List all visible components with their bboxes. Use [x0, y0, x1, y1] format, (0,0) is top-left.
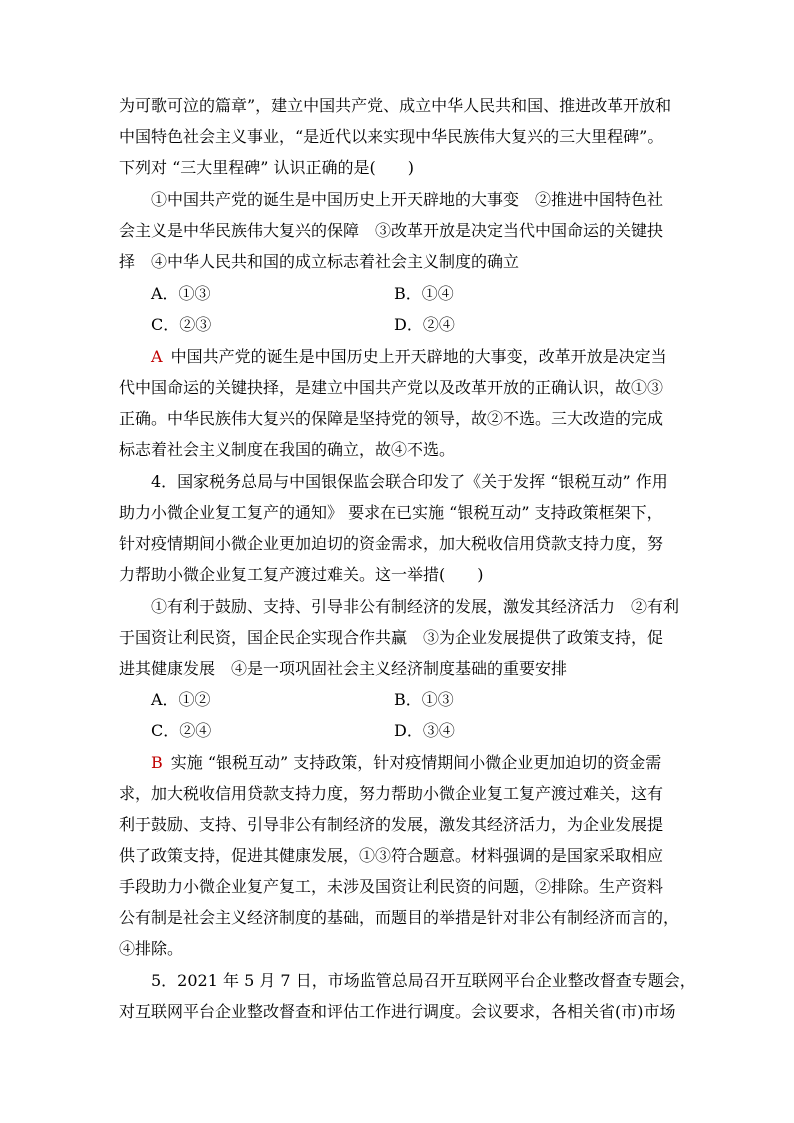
q3-explanation-line-1 [151, 347, 667, 367]
q4-explanation-line-1 [151, 753, 661, 773]
q4-explanation-line-3: 利于鼓励、支持、引导非公有制经济的发展，激发其经济活力，为企业发展提 [119, 815, 664, 834]
q4-explanation-line-2: 求，加大税收信用贷款支持力度，努力帮助小微企业复工复产渡过难关，这有 [119, 784, 664, 803]
q3-stem-line-1: 为可歌可泣的篇章”，建立中国共产党、成立中华人民共和国、推进改革开放和 [119, 96, 672, 115]
q3-stem-line-2: 中国特色社会主义事业，“是近代以来实现中华民族伟大复兴的三大里程碑”。 [119, 127, 664, 146]
q3-statement-line-3: 择 ④中华人民共和国的成立标志着社会主义制度的确立 [119, 252, 520, 271]
q3-option-c: C．②③ [151, 315, 212, 334]
q5-stem-line-2: 对互联网平台企业整改督查和评估工作进行调度。会议要求，各相关省(市)市场 [119, 1002, 676, 1021]
q3-explanation-text-1: 中国共产党的诞生是中国历史上开天辟地的大事变，改革开放是决定当 [170, 347, 667, 366]
q3-option-a: A．①③ [151, 284, 211, 303]
q3-option-d: D．②④ [394, 315, 455, 334]
q3-stem-line-3: 下列对 “三大里程碑” 认识正确的是( ) [119, 158, 415, 177]
q5-stem-line-1: 5．2021 年 5 月 7 日，市场监管总局召开互联网平台企业整改督查专题会， [151, 971, 696, 990]
q4-explanation-text-1: 实施 “银税互动” 支持政策，针对疫情期间小微企业更加迫切的资金需 [170, 753, 662, 772]
q4-stem-line-2: 助力小微企业复工复产的通知》 要求在已实施 “银税互动” 支持政策框架下， [119, 503, 663, 522]
q4-statement-line-1: ①有利于鼓励、支持、引导非公有制经济的发展，激发其经济活力 ②有利 [151, 597, 680, 616]
q4-stem-line-4: 力帮助小微企业复工复产渡过难关。这一举措( ) [119, 565, 484, 584]
q4-explanation-line-5: 手段助力小微企业复产复工，未涉及国资让利民资的问题，②排除。生产资料 [119, 877, 664, 896]
q4-option-a: A．①② [151, 690, 211, 709]
q4-stem-line-1: 4．国家税务总局与中国银保监会联合印发了《关于发挥 “银税互动” 作用 [151, 472, 668, 491]
q4-explanation-line-6: 公有制是社会主义经济制度的基础，而题目的举措是针对非公有制经济而言的， [119, 908, 680, 927]
q3-statement-line-1: ①中国共产党的诞生是中国历史上开天辟地的大事变 ②推进中国特色社 [151, 190, 664, 209]
q4-option-b: B．①③ [394, 690, 454, 709]
q3-statement-line-2: 会主义是中华民族伟大复兴的保障 ③改革开放是决定当代中国命运的关键抉 [119, 221, 664, 240]
q3-answer-key: A [151, 347, 163, 366]
q4-explanation-line-4: 供了政策支持，促进其健康发展，①③符合题意。材料强调的是国家采取相应 [119, 846, 664, 865]
q4-explanation-line-7: ④排除。 [119, 939, 184, 958]
q3-option-b: B．①④ [394, 284, 454, 303]
q4-statement-line-2: 于国资让利民资，国企民企实现合作共赢 ③为企业发展提供了政策支持，促 [119, 628, 664, 647]
q4-stem-line-3: 针对疫情期间小微企业更加迫切的资金需求，加大税收信用贷款支持力度，努 [119, 534, 664, 553]
q3-explanation-line-3: 正确。中华民族伟大复兴的保障是坚持党的领导，故②不选。三大改造的完成 [119, 409, 664, 428]
q4-option-d: D．③④ [394, 721, 455, 740]
q4-option-c: C．②④ [151, 721, 212, 740]
q4-statement-line-3: 进其健康发展 ④是一项巩固社会主义经济制度基础的重要安排 [119, 659, 568, 678]
q3-explanation-line-4: 标志着社会主义制度在我国的确立，故④不选。 [119, 440, 456, 459]
q4-answer-key: B [151, 753, 163, 772]
q3-explanation-line-2: 代中国命运的关键抉择，是建立中国共产党以及改革开放的正确认识，故①③ [119, 378, 664, 397]
